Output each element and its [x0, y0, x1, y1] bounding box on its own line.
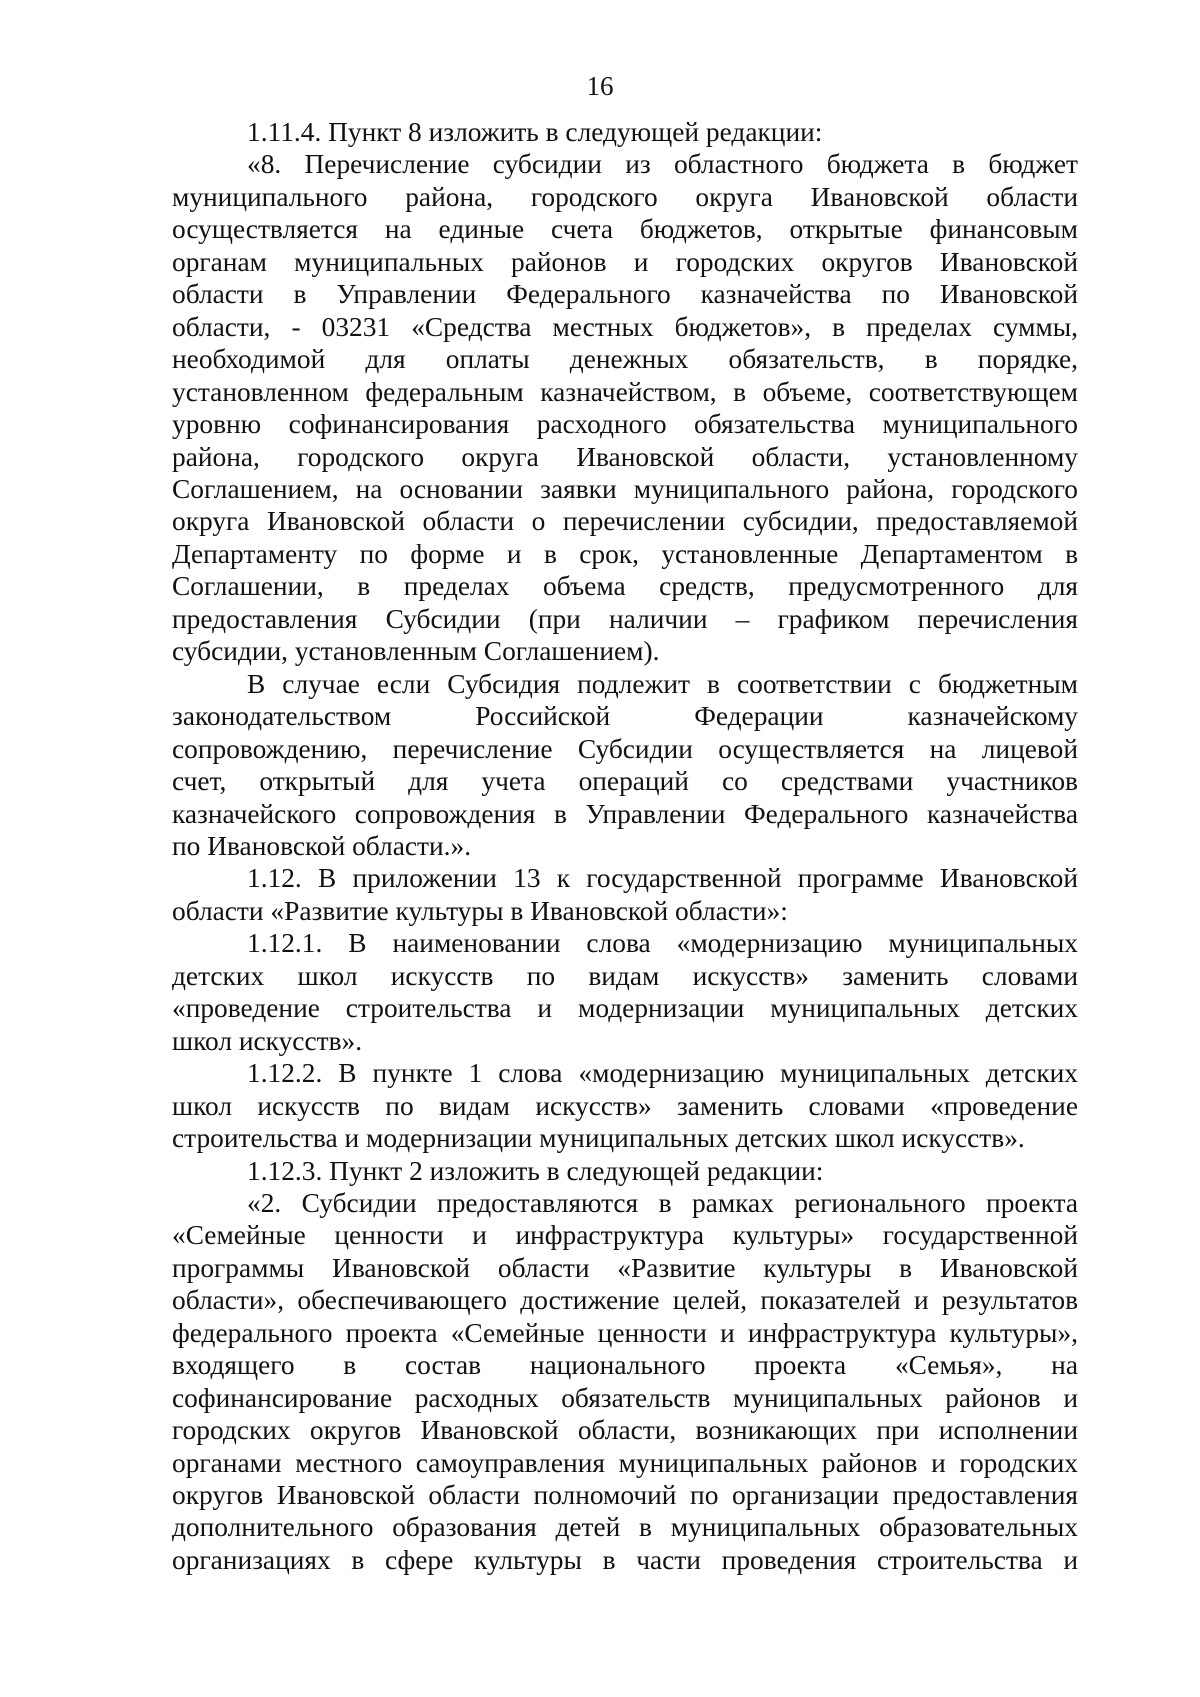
text-line: 1.11.4. Пункт 8 изложить в следующей редакции:	[247, 117, 823, 147]
text-line: школ искусств по видам искусств» заменить словами «проведение	[172, 1090, 1078, 1121]
text-line: области», обеспечивающего достижение целей, показателей и результатов	[172, 1285, 1078, 1316]
paragraph	[172, 116, 1078, 148]
text-line: Департаменту по форме и в срок, установленные Департаментом в	[172, 538, 1078, 569]
document-body	[172, 116, 1078, 1576]
text-line: законодательством Российской Федерации казначейскому	[172, 701, 1078, 732]
paragraph	[172, 148, 1078, 667]
text-line: 1.12.3. Пункт 2 изложить в следующей редакции:	[247, 1155, 824, 1186]
text-line: организациях в сфере культуры в части проведения строительства и	[172, 1544, 1078, 1575]
text-line: Соглашением, на основании заявки муниципального района, городского	[172, 473, 1078, 504]
text-line: «Семейные ценности и инфраструктура культуры» государственной	[172, 1220, 1078, 1251]
text-line: строительства и модернизации муниципальных детских школ искусств».	[172, 1123, 1025, 1154]
paragraph	[172, 1187, 1078, 1576]
text-line: «2. Субсидии предоставляются в рамках регионального проекта	[247, 1187, 1078, 1218]
text-line: уровню софинансирования расходного обязательства муниципального	[172, 409, 1078, 440]
text-line: осуществляется на единые счета бюджетов, открытые финансовым	[172, 214, 1078, 245]
text-line: установленном федеральным казначейством, в объеме, соответствующем	[172, 376, 1078, 407]
paragraph	[172, 927, 1078, 1057]
text-line: программы Ивановской области «Развитие культуры в Ивановской	[172, 1252, 1078, 1283]
text-line: муниципального района, городского округа Ивановской области	[172, 181, 1078, 212]
text-line: дополнительного образования детей в муниципальных образовательных	[172, 1512, 1078, 1543]
text-line: казначейского сопровождения в Управлении Федерального казначейства	[172, 798, 1078, 829]
text-line: «проведение строительства и модернизации муниципальных детских	[172, 993, 1078, 1024]
text-line: детских школ искусств по видам искусств» заменить словами	[172, 960, 1078, 991]
text-line: органам муниципальных районов и городских округов Ивановской	[172, 246, 1078, 277]
text-line: городских округов Ивановской области, возникающих при исполнении	[172, 1415, 1078, 1446]
text-line: округа Ивановской области о перечислении субсидии, предоставляемой	[172, 506, 1078, 537]
text-line: входящего в состав национального проекта «Семья», на	[172, 1350, 1078, 1381]
text-line: области, - 03231 «Средства местных бюджетов», в пределах суммы,	[172, 311, 1078, 342]
text-line: предоставления Субсидии (при наличии – графиком перечисления	[172, 603, 1078, 634]
text-line: субсидии, установленным Соглашением).	[172, 636, 660, 667]
page-number: 16	[586, 71, 614, 101]
text-line: В случае если Субсидия подлежит в соответствии с бюджетным	[247, 668, 1078, 699]
paragraph	[172, 1155, 1078, 1187]
paragraph	[172, 1057, 1078, 1154]
text-line: района, городского округа Ивановской области, установленному	[172, 441, 1078, 472]
text-line: школ искусств».	[172, 1025, 363, 1056]
text-line: 1.12.1. В наименовании слова «модернизацию муниципальных	[247, 928, 1078, 959]
text-line: софинансирование расходных обязательств муниципальных районов и	[172, 1382, 1078, 1413]
text-line: необходимой для оплаты денежных обязательств, в порядке,	[172, 344, 1078, 375]
text-line: «8. Перечисление субсидии из областного бюджета в бюджет	[247, 149, 1078, 180]
text-line: органами местного самоуправления муниципальных районов и городских	[172, 1447, 1078, 1478]
text-line: сопровождению, перечисление Субсидии осуществляется на лицевой	[172, 733, 1078, 764]
text-line: области «Развитие культуры в Ивановской области»:	[172, 895, 788, 926]
text-line: федерального проекта «Семейные ценности и инфраструктура культуры»,	[172, 1317, 1078, 1348]
text-line: области в Управлении Федерального казначейства по Ивановской	[172, 279, 1078, 310]
text-line: счет, открытый для учета операций со средствами участников	[172, 766, 1078, 797]
text-line: округов Ивановской области полномочий по организации предоставления	[172, 1480, 1078, 1511]
text-line: 1.12.2. В пункте 1 слова «модернизацию муниципальных детских	[247, 1058, 1078, 1089]
text-line: Соглашении, в пределах объема средств, предусмотренного для	[172, 571, 1078, 602]
paragraph	[172, 862, 1078, 927]
text-line: 1.12. В приложении 13 к государственной программе Ивановской	[247, 863, 1078, 894]
text-line: по Ивановской области.».	[172, 830, 472, 861]
paragraph	[172, 668, 1078, 863]
